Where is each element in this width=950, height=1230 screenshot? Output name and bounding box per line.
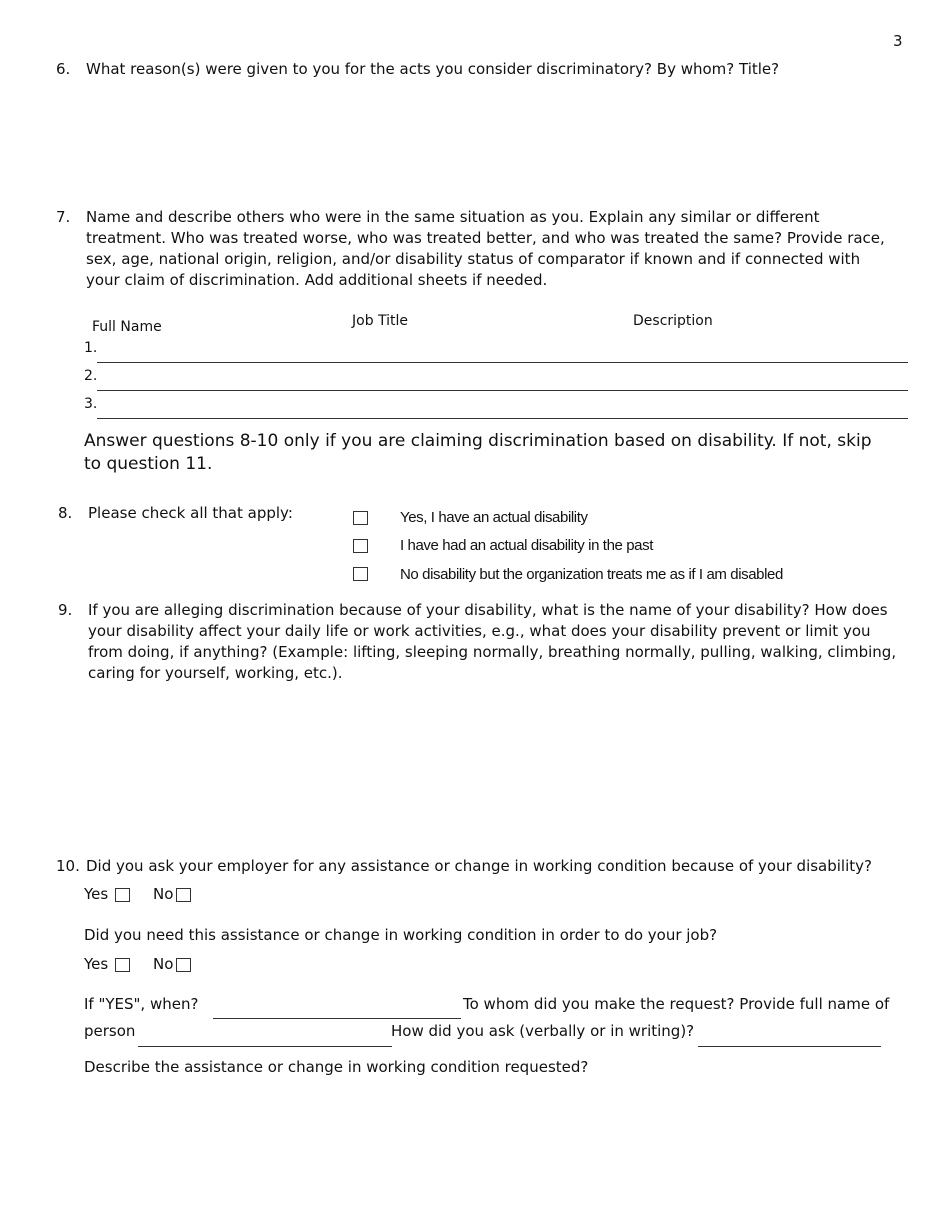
q6-text: What reason(s) were given to you for the acts you consider discriminatory? By whom? Title? [86,60,780,78]
comparator-row-number: 1. [84,340,98,356]
q10-no-label: No [153,885,174,903]
q8-text: Please check all that apply: [88,504,293,522]
person-name-field[interactable] [138,1046,392,1047]
comparator-row-number: 3. [84,396,98,412]
past-disability-label: I have had an actual disability in the past [400,537,653,554]
comparator-row-number: 2. [84,368,98,384]
perceived-disability-label: No disability but the organization treats me as if I am disabled [400,566,783,583]
col-full-name: Full Name [92,319,162,335]
q10b-no-checkbox[interactable] [176,958,191,972]
comparator-row-1-line[interactable] [97,362,908,363]
if-yes-when-label: If "YES", when? [84,995,199,1013]
q6-number: 6. [56,60,71,78]
col-description: Description [633,313,713,329]
disability-notice: Answer questions 8-10 only if you are claiming discrimination based on disability. If not, skip to question 11. [84,431,872,474]
comparator-row-3-line[interactable] [97,418,908,419]
q8-number: 8. [58,504,73,522]
page-number: 3 [893,32,903,50]
q10b-no-label: No [153,955,174,973]
q9-number: 9. [58,601,73,619]
how-ask-label: How did you ask (verbally or in writing)? [391,1022,695,1040]
to-whom-label: To whom did you make the request? Provide full name of [463,995,890,1013]
perceived-disability-checkbox[interactable] [353,567,368,581]
q10-no-checkbox[interactable] [176,888,191,902]
q7-text: Name and describe others who were in the same situation as you. Explain any similar or different treatment. Who was treated worse, who was treated better, and who was treated the same? Provide race, sex, age, national origin, religion, and/or disability status of comparator if known and if connected with your claim of discrimination. Add additional sheets if needed. [86,208,885,289]
q10-sub-question: Did you need this assistance or change in working condition in order to do your job? [84,926,718,944]
q10-yes-checkbox[interactable] [115,888,130,902]
past-disability-checkbox[interactable] [353,539,368,553]
q10b-yes-label: Yes [84,955,109,973]
q9-text: If you are alleging discrimination because of your disability, what is the name of your disability? How does your disability affect your daily life or work activities, e.g., what does your disability prevent or limit you from doing, if anything? (Example: lifting, sleeping normally, breathing normally, pulling, walking, climbing, caring for yourself, working, etc.). [88,601,897,682]
col-job-title: Job Title [352,313,409,329]
q10-yes-label: Yes [84,885,109,903]
q10-number: 10. [56,857,80,875]
person-label: person [84,1022,136,1040]
actual-disability-label: Yes, I have an actual disability [400,509,588,526]
comparator-row-2-line[interactable] [97,390,908,391]
actual-disability-checkbox[interactable] [353,511,368,525]
request-date-field[interactable] [213,1018,461,1019]
q10b-yes-checkbox[interactable] [115,958,130,972]
describe-assistance-label: Describe the assistance or change in working condition requested? [84,1058,589,1076]
q7-number: 7. [56,208,71,226]
q10-text: Did you ask your employer for any assistance or change in working condition because of your disability? [86,857,872,875]
request-method-field[interactable] [698,1046,881,1047]
